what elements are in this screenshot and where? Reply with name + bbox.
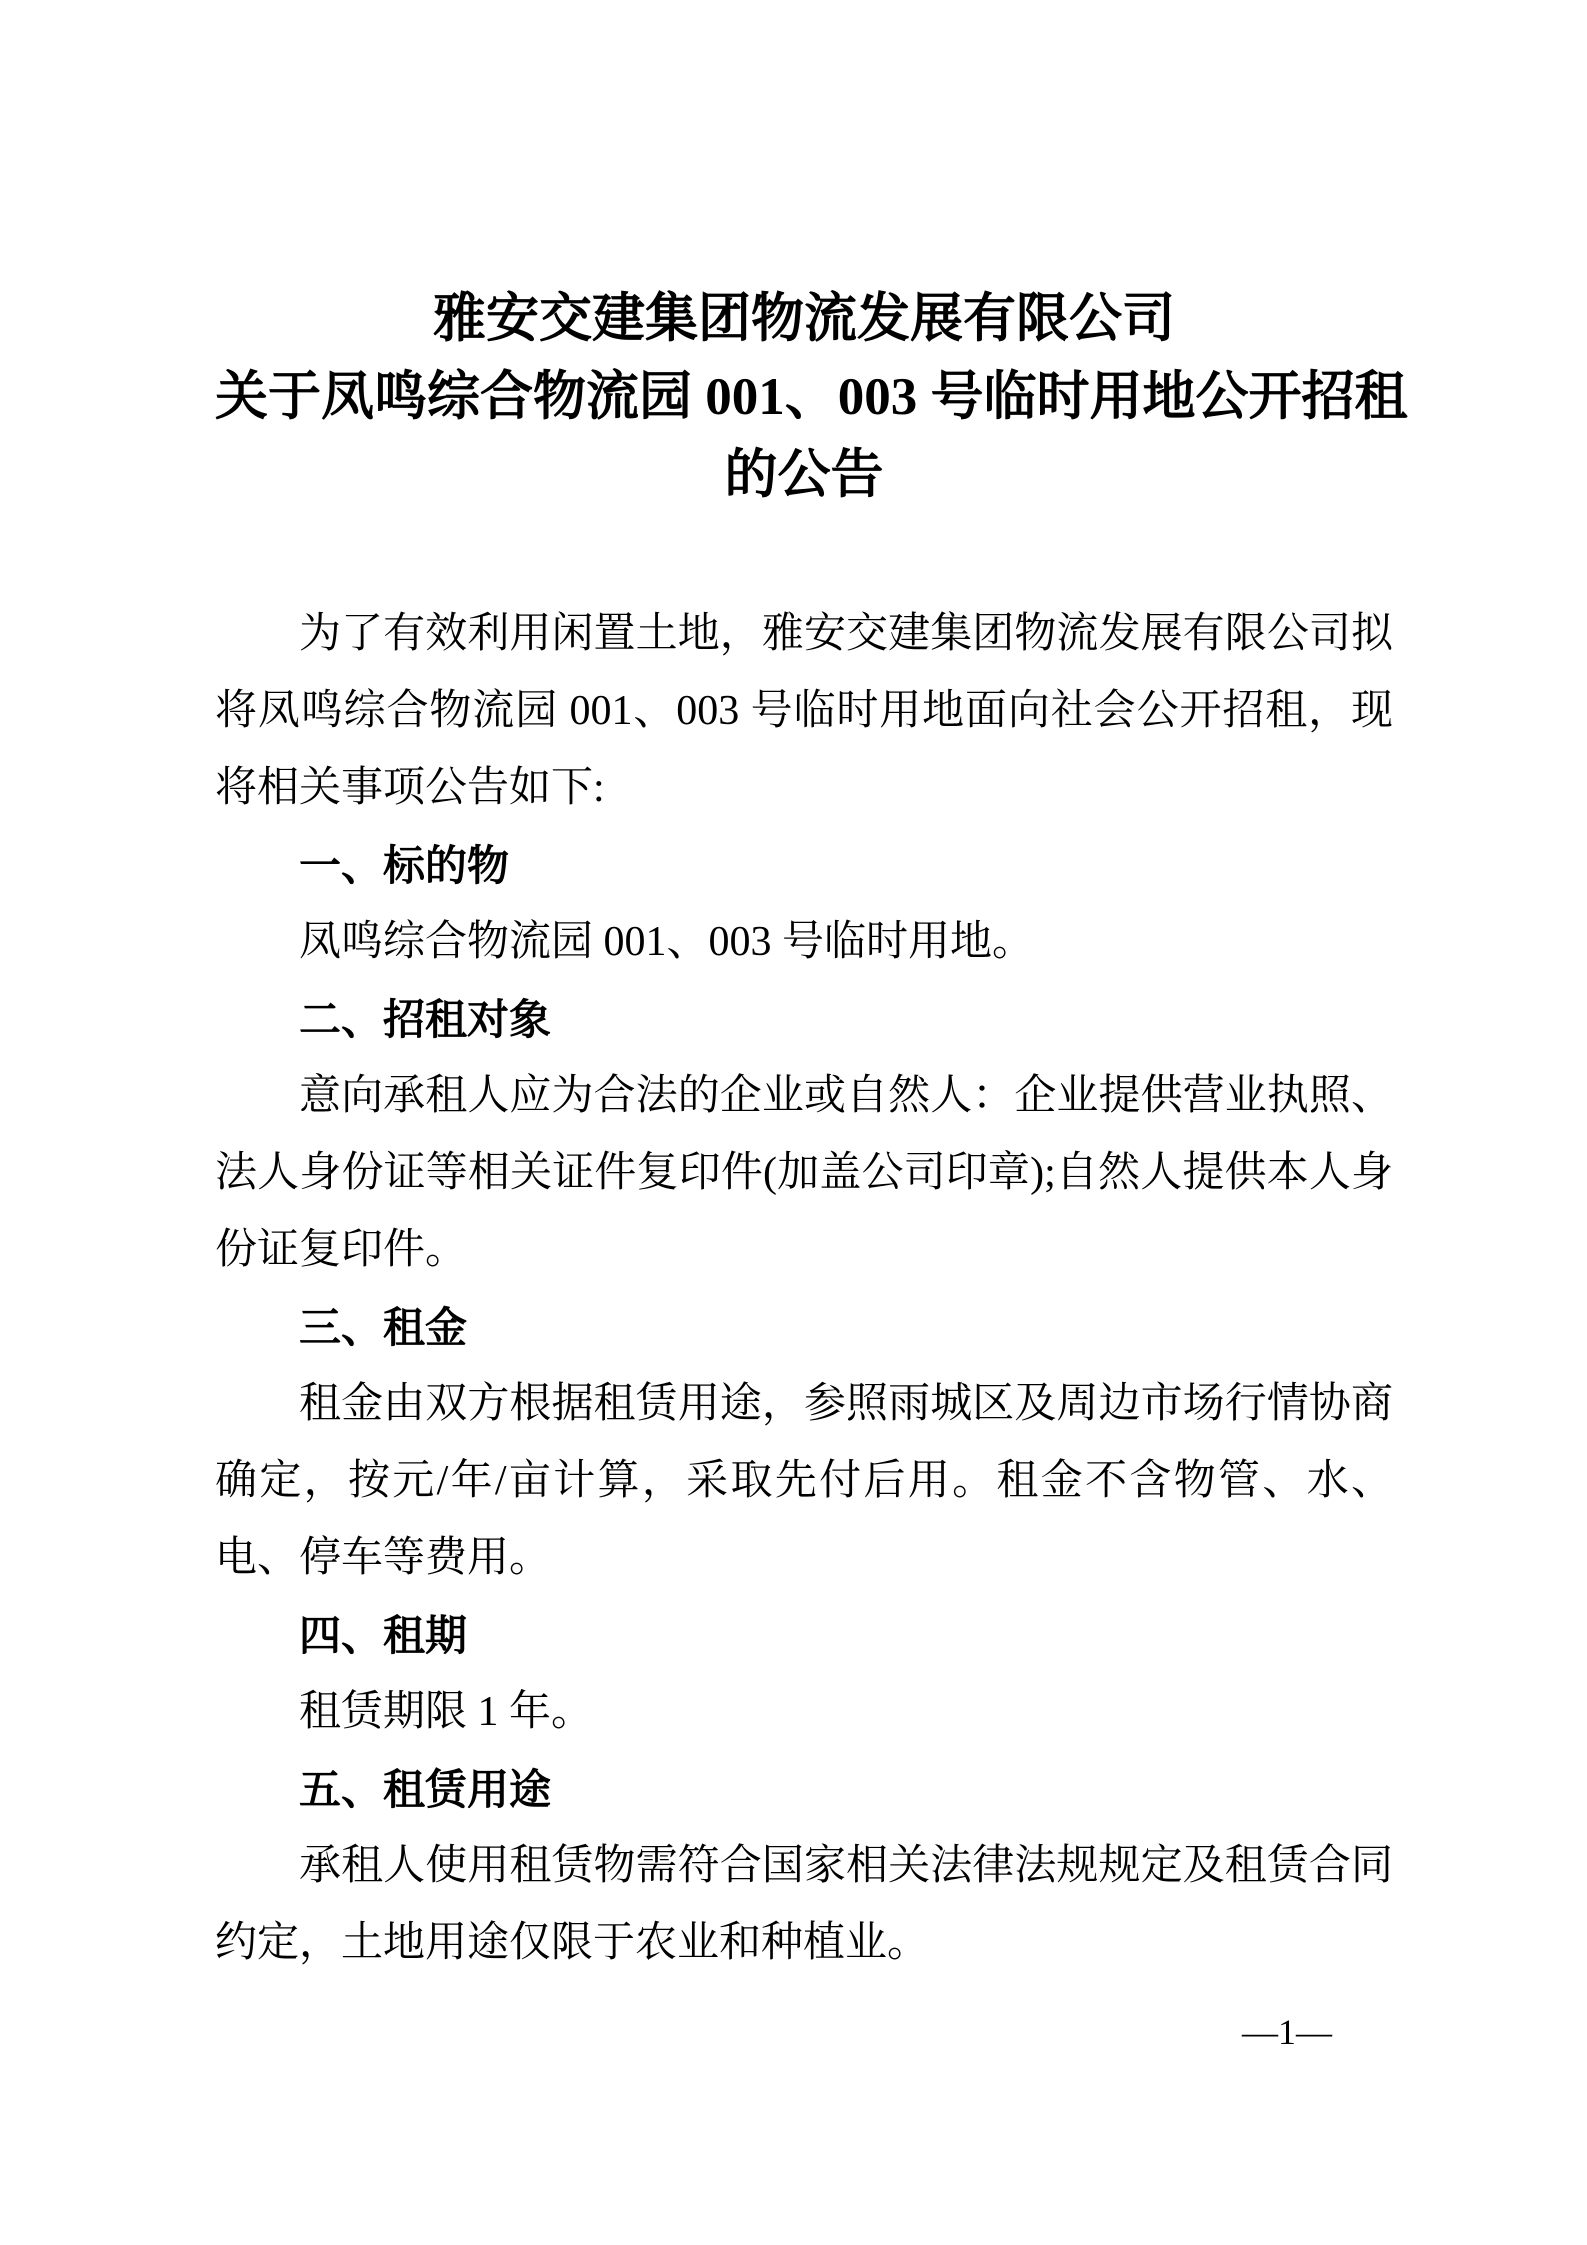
document-body <box>215 596 1393 1982</box>
section-body-rent: 租金由双方根据租赁用途，参照雨城区及周边市场行情协商确定，按元/年/亩计算，采取先付后用。租金不含物管、水、电、停车等费用。 <box>215 1381 1393 1581</box>
title-line-1: 雅安交建集团物流发展有限公司 <box>433 290 1175 348</box>
section-heading-lease-use: 五、租赁用途 <box>299 1766 552 1813</box>
section-heading-subject: 一、标的物 <box>299 842 510 889</box>
intro-paragraph: 为了有效利用闲置土地，雅安交建集团物流发展有限公司拟将凤鸣综合物流园 001、003 号临时用地面向社会公开招租，现将相关事项公告如下: <box>215 611 1393 811</box>
section-body-lease-term: 租赁期限 1 年。 <box>299 1689 594 1735</box>
section-body-subject: 凤鸣综合物流园 001、003 号临时用地。 <box>299 919 1035 965</box>
document-title <box>215 280 1408 514</box>
title-line-2: 关于凤鸣综合物流园 001、003 号临时用地公开招租 <box>215 368 1408 426</box>
section-heading-target-tenants: 二、招租对象 <box>299 996 552 1043</box>
title-line-3: 的公告 <box>724 446 884 504</box>
section-heading-rent: 三、租金 <box>299 1304 468 1351</box>
section-body-target-tenants: 意向承租人应为合法的企业或自然人：企业提供营业执照、法人身份证等相关证件复印件(加盖公司印章);自然人提供本人身份证复印件。 <box>215 1073 1393 1273</box>
section-body-lease-use: 承租人使用租赁物需符合国家相关法律法规规定及租赁合同约定，土地用途仅限于农业和种植业。 <box>215 1843 1393 1966</box>
section-heading-lease-term: 四、租期 <box>299 1612 468 1659</box>
page-number: —1— <box>1242 2012 1332 2052</box>
